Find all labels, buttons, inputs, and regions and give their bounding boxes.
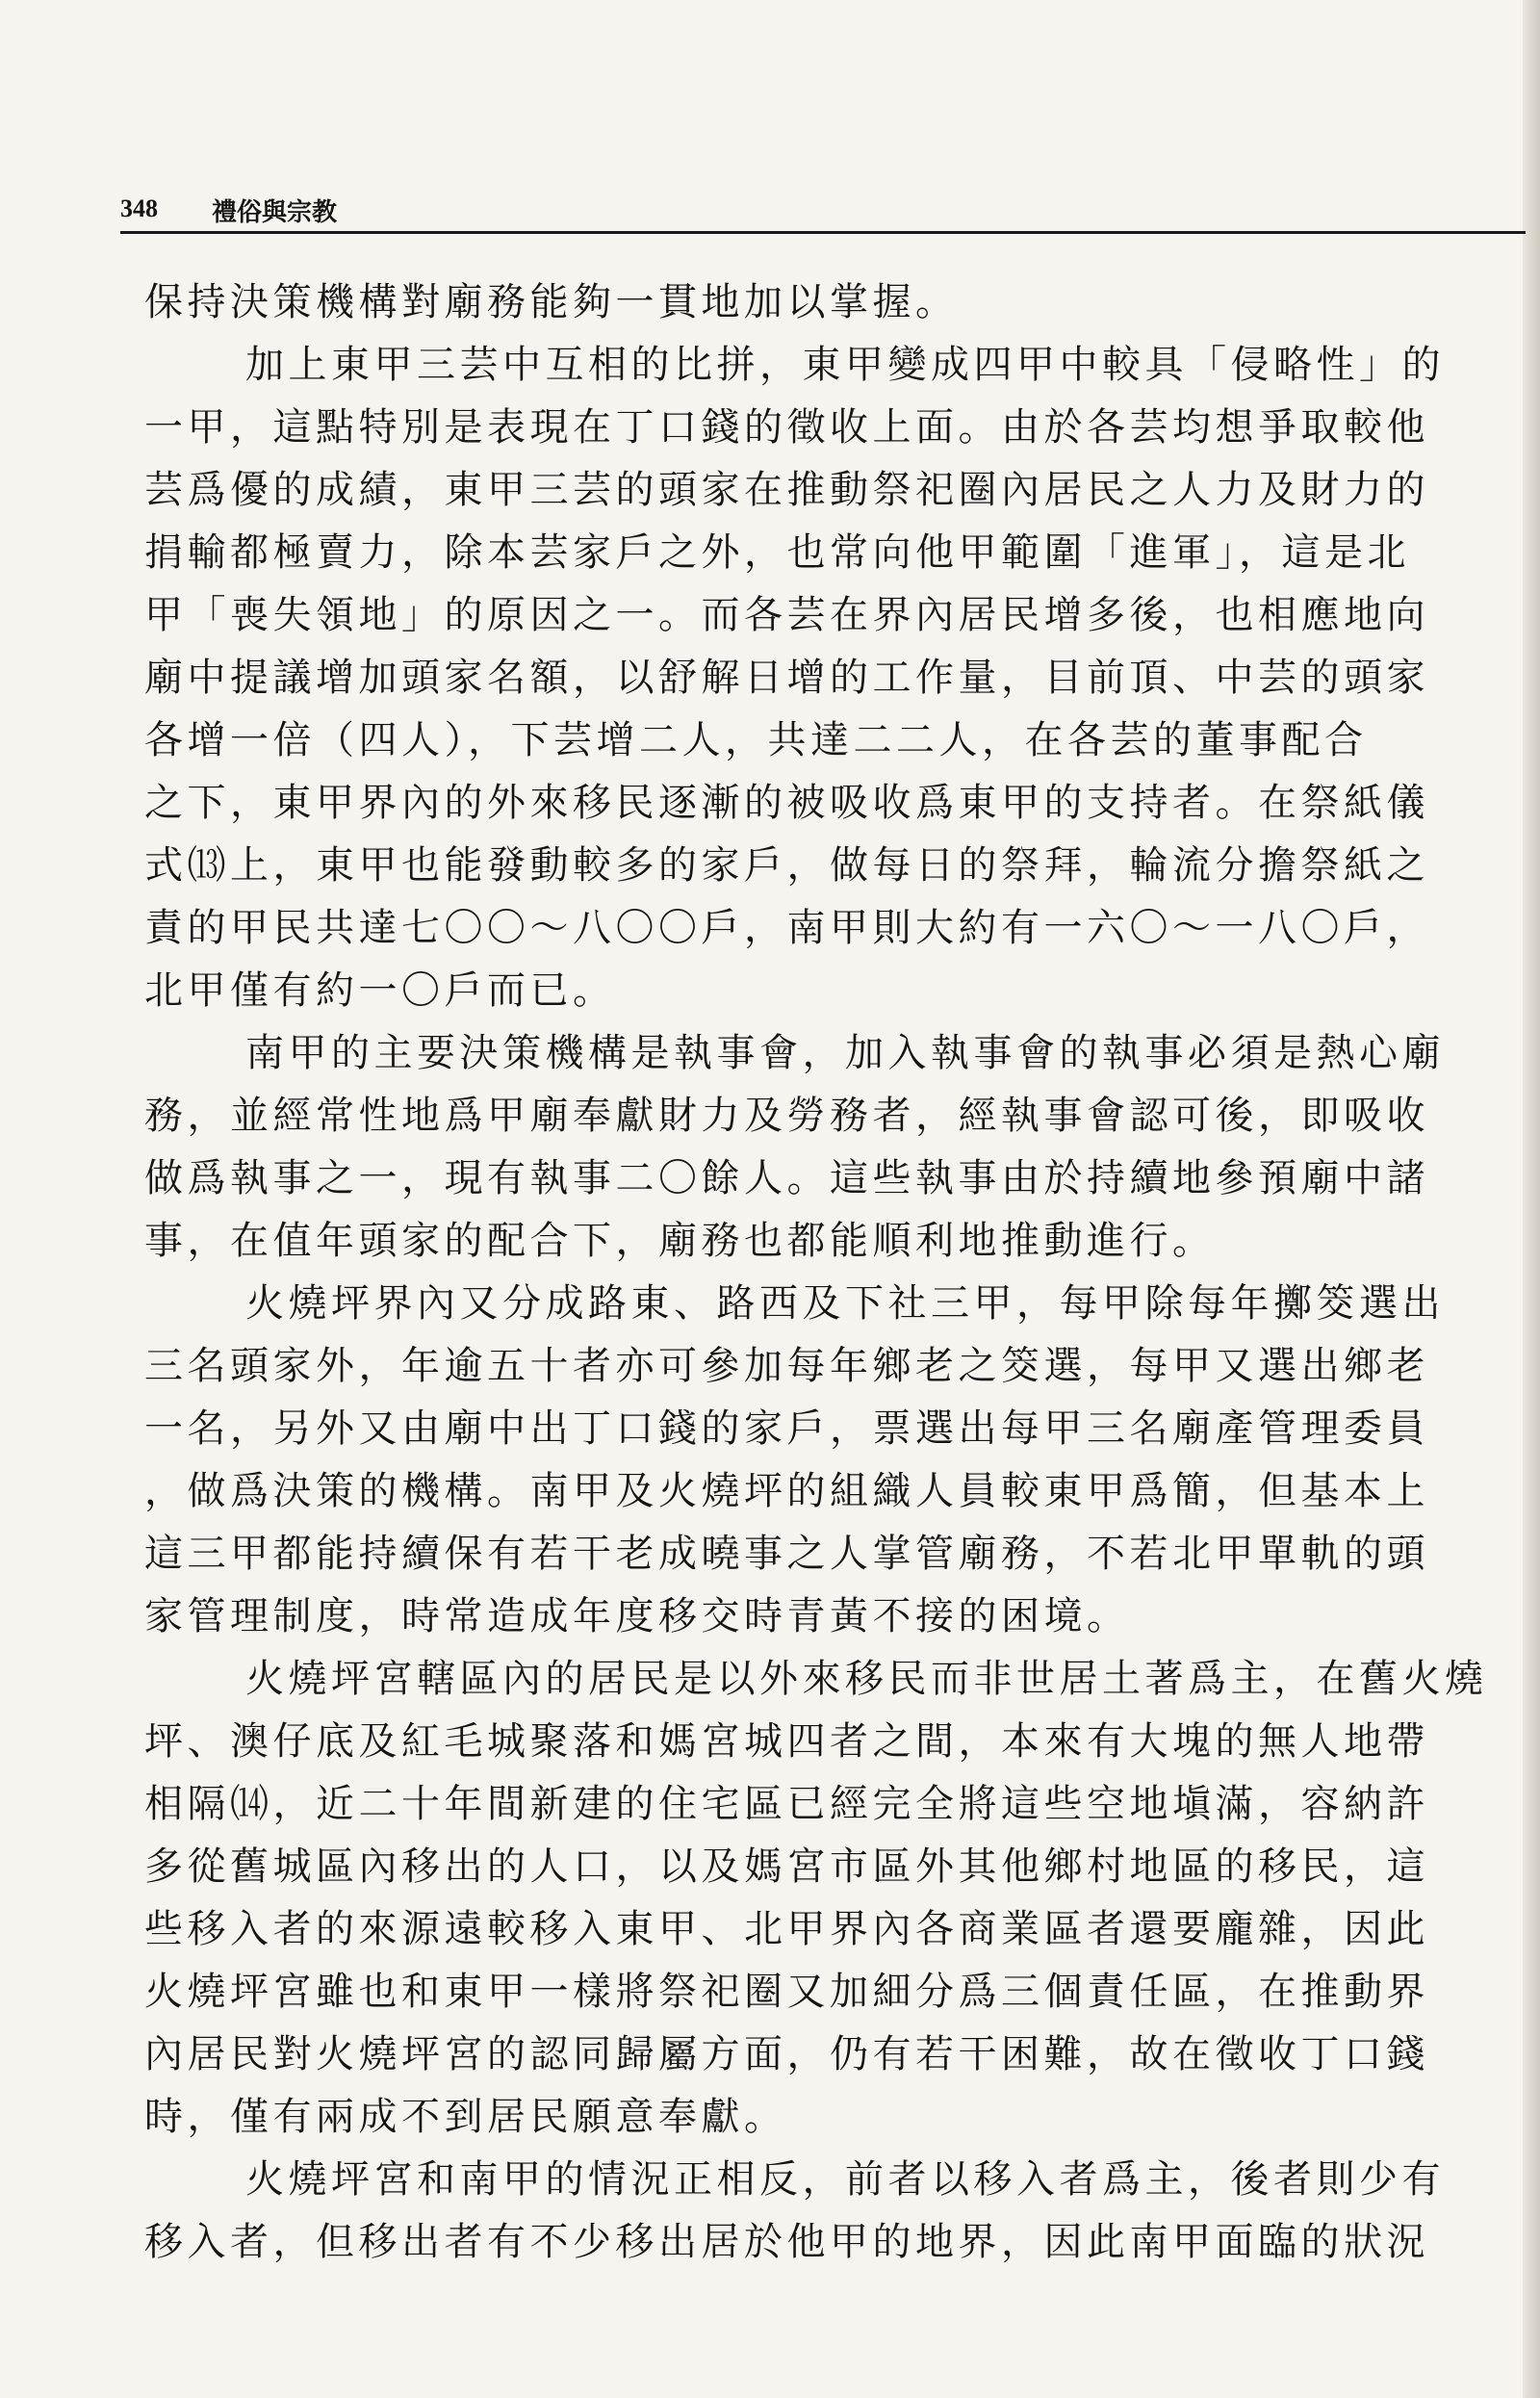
text-line: 些移入者的來源遠較移入東甲、北甲界內各商業區者還要龐雜，因此: [144, 1907, 1429, 1951]
text-line-paragraph-start: 加上東甲三芸中互相的比拼，東甲變成四甲中較具「侵略性」的: [245, 343, 1445, 387]
text-line: 務，並經常性地爲甲廟奉獻財力及勞務者，經執事會認可後，即吸收: [144, 1094, 1429, 1138]
running-title: 禮俗與宗教: [212, 198, 338, 227]
text-line: 這三甲都能持續保有若干老成曉事之人掌管廟務，不若北甲單軌的頭: [144, 1532, 1429, 1576]
text-line: 式⒀上，東甲也能發動較多的家戶，做每日的祭拜，輪流分擔祭紙之: [144, 843, 1429, 888]
text-line: 各增一倍（四人），下芸增二人，共達二二人，在各芸的董事配合: [144, 718, 1368, 762]
text-line: 捐輸都極賣力，除本芸家戶之外，也常向他甲範圍「進軍」，這是北: [144, 530, 1410, 575]
text-line: 之下，東甲界內的外來移民逐漸的被吸收爲東甲的支持者。在祭紙儀: [144, 781, 1429, 825]
text-line: 多從舊城區內移出的人口，以及媽宮市區外其他鄉村地區的移民，這: [144, 1844, 1429, 1889]
text-line: 芸爲優的成績，東甲三芸的頭家在推動祭祀圈內居民之人力及財力的: [144, 468, 1429, 512]
text-line: 相隔⒁，近二十年間新建的住宅區已經完全將這些空地塡滿，容納許: [144, 1782, 1429, 1826]
text-line: 內居民對火燒坪宮的認同歸屬方面，仍有若干困難，故在徵收丁口錢: [144, 2032, 1429, 2076]
text-line: 時，僅有兩成不到居民願意奉獻。: [144, 2095, 787, 2139]
text-line: 北甲僅有約一〇戶而已。: [144, 968, 616, 1013]
text-line: 廟中提議增加頭家名額，以舒解日增的工作量，目前頂、中芸的頭家: [144, 656, 1429, 700]
text-line: 三名頭家外，年逾五十者亦可參加每年鄉老之筊選，每甲又選出鄉老: [144, 1344, 1429, 1388]
page-header: [120, 189, 1526, 234]
text-line: 坪、澳仔底及紅毛城聚落和媽宮城四者之間，本來有大塊的無人地帶: [144, 1719, 1429, 1764]
text-line: 家管理制度，時常造成年度移交時青黃不接的困境。: [144, 1594, 1130, 1638]
text-line-paragraph-start: 火燒坪界內又分成路東、路西及下社三甲，每甲除每年擲筊選出: [245, 1281, 1445, 1326]
body-text: [144, 271, 1530, 2274]
text-line: 責的甲民共達七〇〇～八〇〇戶，南甲則大約有一六〇～一八〇戶，: [144, 906, 1429, 950]
text-line: 一名，另外又由廟中出丁口錢的家戶，票選出每甲三名廟產管理委員: [144, 1406, 1429, 1451]
text-line: 移入者，但移出者有不少移出居於他甲的地界，因此南甲面臨的狀況: [144, 2220, 1429, 2264]
text-line: 一甲，這點特別是表現在丁口錢的徵收上面。由於各芸均想爭取較他: [144, 405, 1429, 450]
text-line: ，做爲決策的機構。南甲及火燒坪的組織人員較東甲爲簡，但基本上: [144, 1469, 1429, 1513]
text-line: 保持決策機構對廟務能夠一貫地加以掌握。: [144, 280, 959, 324]
text-line-paragraph-start: 火燒坪宮和南甲的情況正相反，前者以移入者爲主，後者則少有: [245, 2157, 1445, 2202]
text-line-paragraph-start: 南甲的主要決策機構是執事會，加入執事會的執事必須是熱心廟: [245, 1031, 1445, 1075]
text-line: 做爲執事之一，現有執事二〇餘人。這些執事由於持續地參預廟中諸: [144, 1156, 1429, 1200]
page-number: 348: [120, 194, 158, 222]
text-line: 事，在值年頭家的配合下，廟務也都能順利地推動進行。: [144, 1219, 1216, 1263]
text-line-paragraph-start: 火燒坪宮轄區內的居民是以外來移民而非世居土著爲主，在舊火燒: [245, 1657, 1488, 1701]
text-line: 甲「喪失領地」的原因之一。而各芸在界內居民增多後，也相應地向: [144, 593, 1429, 637]
text-line: 火燒坪宮雖也和東甲一樣將祭祀圈又加細分爲三個責任區，在推動界: [144, 1970, 1429, 2014]
